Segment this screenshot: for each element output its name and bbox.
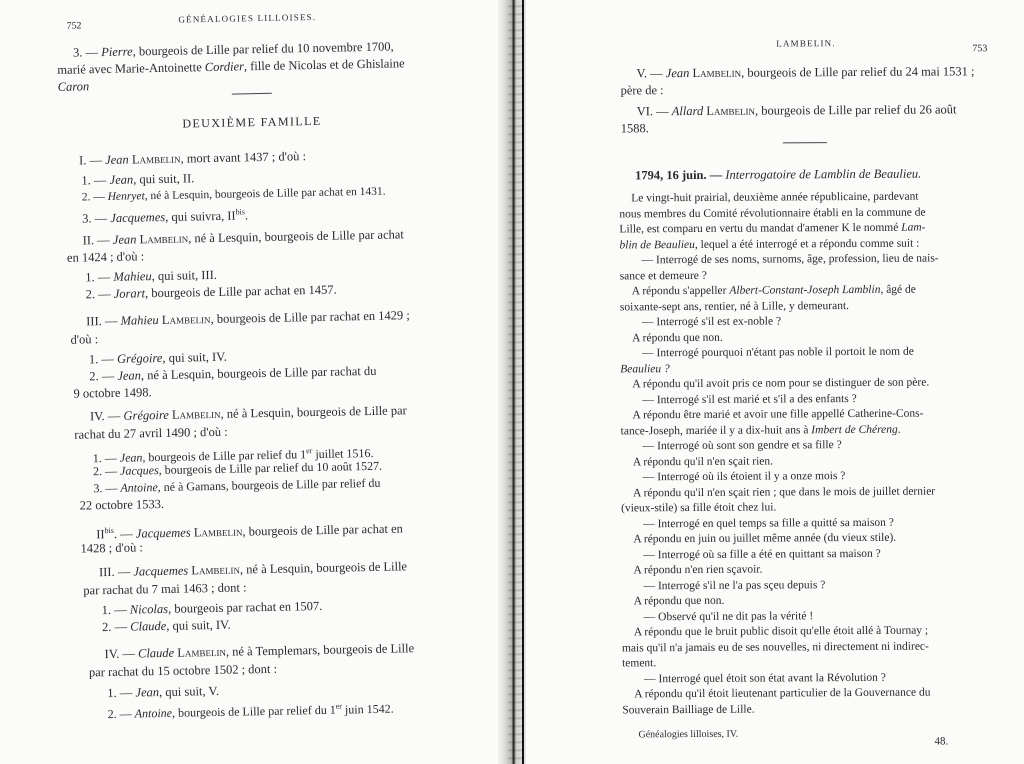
gutter-shadow-line (522, 0, 524, 764)
intro-line-3: Caron (57, 79, 90, 94)
entry-cont: père de : (620, 83, 664, 98)
left-page-number: 752 (66, 20, 82, 32)
interrogation-text: Le vingt-huit prairial, deuxième année républicaine, pardevant nous membres du Comité révolutionnaire établi en la commune de Lille, est comparu en vertu du mandat d'amener K le nommé Lam- blin de Beaulieu, lequel a été interrogé et a répondu comme suit : — Interrogé de ses noms, surnoms, âge, profession, lieu de nais- sance et demeure ? A répondu s'appeller Albert-Constant-Joseph Lamblin, âgé de soixante-sept ans, rentier, né à Lille, y demeurant. — Interrogé s'il est ex-noble ? A répondu que non. — Interrogé pourquoi n'étant pas noble il portoit le nom de Beaulieu ? A répondu qu'il avoit pris ce nom pour se distinguer de son père. — Interrogé s'il est marié et s'il a des enfants ? A répondu être marié et avoir une fille appellé Catherine-Cons- tance-Joseph, mariée il y a dix-huit ans à Imbert de Chéreng. — Interrogé où sont son gendre et sa fille ? A répondu qu'il n'en sçait rien. — Interrogé où ils étoient il y a onze mois ? A répondu qu'il n'en sçait rien ; que dans le mois de juillet dernier (vieux-stile) sa fille étoit chez lui. — Interrogé en quel temps sa fille a quitté sa maison ? A répondu en juin ou juillet même année (du vieux stile). — Interrogé où sa fille a été en quittant sa maison ? A répondu n'en rien sçavoir. — Interrogé s'il ne l'a pas sçeu depuis ? A répondu que non. — Observé qu'il ne dit pas la vérité ! A répondu que le bruit public disoit qu'elle étoit allé à Tournay ; mais qu'il n'a jamais eu de ses nouvelles, ni directement ni indirec- tement. — Interrogé quel étoit son état avant la Révolution ? A répondu qu'il étoit lieutenant particulier de la Gouvernance du Souverain Bailliage de Lille. (619, 190, 939, 716)
child-line: 1. — Jean, bourgeois de Lille par relief du 1er juillet 1516. (92, 445, 374, 466)
entry-cont: en 1424 ; d'où : (66, 249, 145, 265)
left-running-head: GÉNÉALOGIES LILLOISES. (178, 11, 317, 25)
child-line: 2. — Antoine, bourgeois de Lille par relief du 1er juin 1542. (107, 701, 394, 722)
separator-rule (783, 142, 827, 143)
entry-head: V. — Jean Lambelin, bourgeois de Lille par relief du 24 mai 1531 ; (636, 64, 975, 81)
child-line: 1. — Mahieu, qui suit, III. (85, 267, 218, 285)
section-title: DEUXIÈME FAMILLE (182, 113, 322, 131)
right-page-content (526, 0, 1024, 764)
child-line: 1. — Nicolas, bourgeois par rachat en 1507. (101, 598, 323, 618)
entry-cont: rachat du 27 avril 1490 ; d'où : (74, 424, 228, 442)
child-line: 1. — Jean, qui suit, II. (81, 171, 195, 188)
left-page (0, 0, 500, 764)
child-line: 3. — Antoine, né à Gamans, bourgeois de Lille par relief du (93, 475, 381, 496)
child-line: 2. — Jorart, bourgeois de Lille par achat en 1457. (85, 282, 337, 302)
child-tail: 22 octobre 1533. (79, 496, 165, 513)
entry-head: VI. — Allard Lambelin, bourgeois de Lille par relief du 26 août (636, 102, 957, 119)
footer-sheet-number: 48. (934, 735, 949, 748)
entry-head: IV. — Grégoire Lambelin, né à Lesquin, bourgeois de Lille par (89, 403, 407, 424)
child-line: 2. — Claude, qui suit, IV. (101, 617, 231, 635)
right-running-head: LAMBELIN. (776, 38, 836, 49)
entry-head: II. — Jean Lambelin, né à Lesquin, bourgeois de Lille par achat (82, 227, 404, 248)
entry-head: IV. — Claude Lambelin, né à Templemars, bourgeois de Lille (104, 641, 415, 662)
footer-signature: Généalogies lilloises, IV. (638, 728, 739, 741)
document-heading: 1794, 16 juin. — Interrogatoire de Lamblin de Beaulieu. (635, 166, 922, 183)
left-page-content (0, 0, 500, 764)
entry-cont: d'où : (70, 332, 99, 347)
right-page-number: 753 (972, 43, 988, 55)
separator-rule (232, 93, 272, 95)
child-line: 1. — Grégoire, qui suit, IV. (88, 349, 227, 367)
child-line: 2. — Henryet, né à Lesquin, bourgeois de Lille par achat en 1431. (81, 185, 386, 204)
child-line: 2. — Jean, né à Lesquin, bourgeois de Lille par rachat du (89, 363, 377, 384)
entry-head: III. — Jacquemes Lambelin, né à Lesquin, bourgeois de Lille (98, 559, 408, 580)
entry-cont: par rachat du 15 octobre 1502 ; dont : (88, 661, 278, 680)
entry-cont: par rachat du 7 mai 1463 ; dont : (83, 580, 247, 598)
entry-cont: 1588. (620, 121, 649, 136)
entry-head: I. — Jean Lambelin, mort avant 1437 ; d'où : (78, 149, 307, 168)
child-line: 3. — Jacquemes, qui suivra, $II^{bis}$. (82, 207, 249, 226)
entry-cont: 1428 ; d'où : (80, 540, 143, 556)
child-line: 2. — Jacques, bourgeois de Lille par relief du 10 août 1527. (92, 458, 383, 479)
intro-line-2: marié avec Marie-Antoinette Cordier, fille de Nicolas et de Ghislaine (57, 56, 405, 77)
child-line: 1. — Jean, qui suit, V. (107, 683, 220, 701)
intro-line-1: 3. — Pierre, bourgeois de Lille par relief du 10 novembre 1700, (72, 39, 394, 60)
gutter-scan-noise (508, 0, 522, 764)
entry-head: III. — Mahieu Lambelin, bourgeois de Lille par rachat en 1429 ; (86, 308, 410, 329)
right-page (526, 0, 1024, 764)
entry-head: $II^{bis}$. — Jacquemes Lambelin, bourgeois de Lille par achat en (96, 521, 403, 542)
child-tail: 9 octobre 1498. (73, 385, 152, 401)
